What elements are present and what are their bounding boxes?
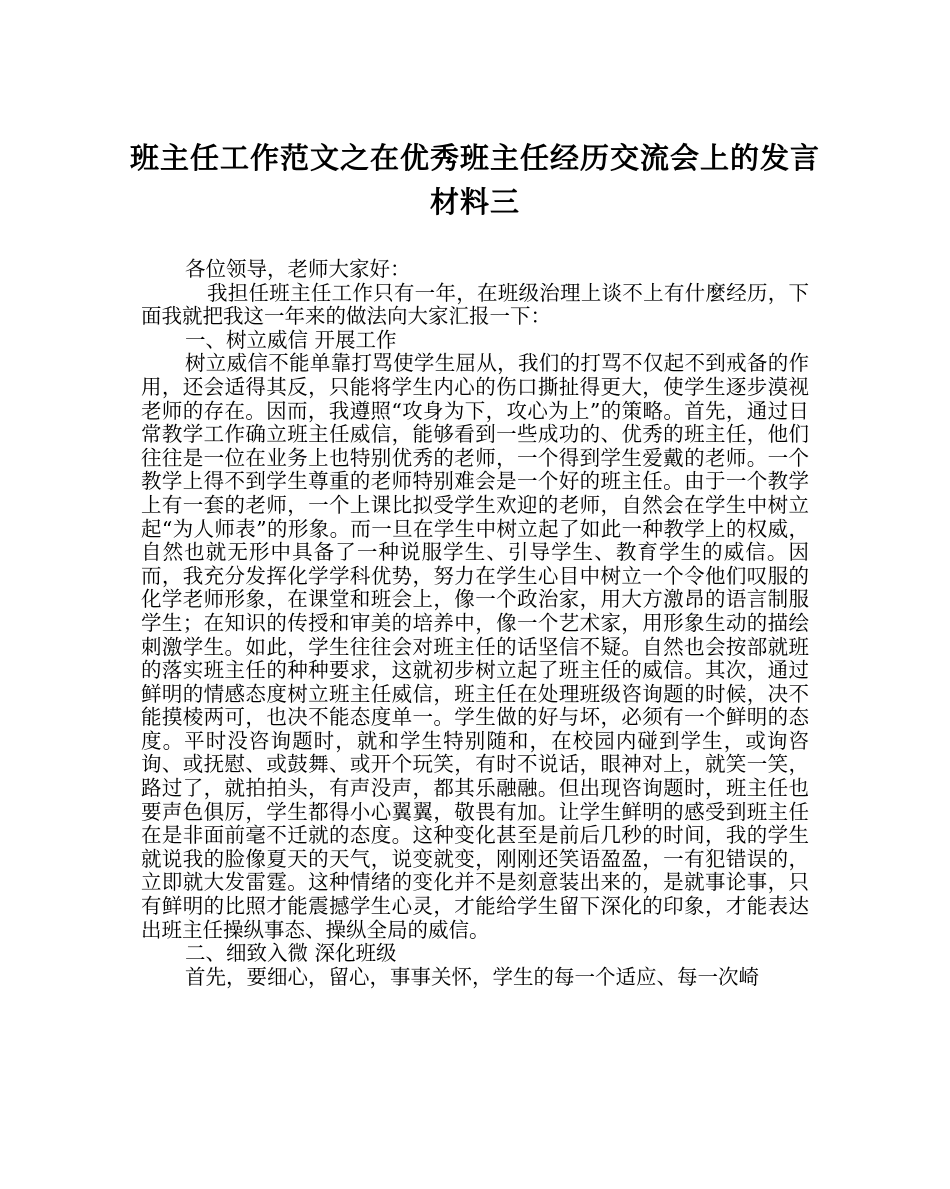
greeting-paragraph: 各位领导，老师大家好： <box>185 257 411 281</box>
intro-paragraph: 我担任班主任工作只有一年，在班级治理上谈不上有什麼经历，下面我就把我这一年来的做法向大家汇报一下： <box>141 280 809 329</box>
section-2-paragraph: 首先，要细心，留心，事事关怀，学生的每一个适应、每一次崎 <box>185 964 759 989</box>
document-title: 班主任工作范文之在优秀班主任经历交流会上的发言材料三 <box>130 141 821 219</box>
section-1-paragraph: 树立威信不能单靠打骂使学生屈从，我们的打骂不仅起不到戒备的作用，还会适得其反，只能将学生内心的伤口撕扯得更大，使学生逐步漠视老师的存在。因而，我遵照“攻身为下，攻心为上”的策略。首先，通过日常教学工作确立班主任威信，能够看到一些成功的、优秀的班主任，他们往往是一位在业务上也特别优秀的老师，一个得到学生爱戴的老师。一个教学上得不到学生尊重的老师特别难会是一个好的班主任。由于一个教学上有一套的老师，一个上课比拟受学生欢迎的老师，自然会在学生中树立起“为人师表”的形象。而一旦在学生中树立起了如此一种教学上的权威，自然也就无形中具备了一种说服学生、引导学生、教育学生的威信。因而，我充分发挥化学学科优势，努力在学生心目中树立一个令他们叹服的化学老师形象，在课堂和班会上，像一个政治家，用大方激昂的语言制服学生；在知识的传授和审美的培养中，像一个艺术家，用形象生动的描绘刺激学生。如此，学生往往会对班主任的话坚信不疑。自然也会按部就班的落实班主任的种种要求，这就初步树立起了班主任的威信。其次，通过鲜明的情感态度树立班主任威信，班主任在处理班级咨询题的时候，决不能摸棱两可，也决不能态度单一。学生做的好与坏，必须有一个鲜明的态度。平时没咨询题时，就和学生特别随和，在校园内碰到学生，或询咨询、或抚慰、或鼓舞、或开个玩笑，有时不说话，眼神对上，就笑一笑，路过了，就拍拍头，有声没声，都其乐融融。但出现咨询题时，班主任也要声色俱厉，学生都得小心翼翼，敬畏有加。让学生鲜明的感受到班主任在是非面前毫不迁就的态度。这种变化甚至是前后几秒的时间，我的学生就说我的脸像夏天的天气，说变就变，刚刚还笑语盈盈，一有犯错误的，立即就大发雷霆。这种情绪的变化并不是刻意装出来的，是就事论事，只有鲜明的比照才能震撼学生心灵，才能给学生留下深化的印象，才能表达出班主任操纵事态、操纵全局的威信。 <box>141 351 809 942</box>
document-body <box>141 258 809 989</box>
section-1-heading: 一、树立威信 开展工作 <box>185 327 397 352</box>
section-2-heading: 二、细致入微 深化班级 <box>185 941 397 966</box>
